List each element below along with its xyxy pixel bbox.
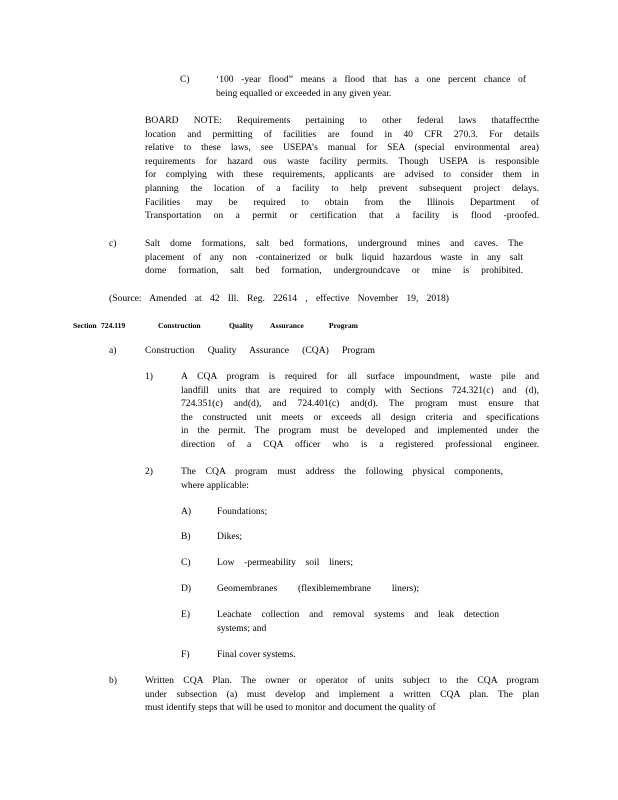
written-cqa-plan-text — [145, 674, 539, 715]
list-marker: 1) — [145, 371, 153, 382]
subsection-heading — [145, 344, 375, 358]
section-label: Section — [73, 321, 97, 330]
component-item: Final cover systems. — [217, 649, 296, 660]
text-line: BOARD NOTE: Requirements pertaining to other federal laws thataffectthe — [145, 115, 539, 126]
component-item — [217, 582, 419, 596]
list-marker: b) — [109, 675, 117, 686]
text-line: Written CQA Plan. The owner or operator of units subject to the CQA program — [145, 675, 539, 686]
text-line: Facilities may be required to obtain from the Illinois Department of — [145, 196, 539, 208]
section-title-word: Quality — [229, 321, 254, 330]
text-line: A CQA program is required for all surface impoundment, waste pile and — [181, 371, 539, 382]
text-line: direction of a CQA officer who is a registered professional engineer. — [181, 438, 539, 450]
list-marker: E) — [181, 609, 191, 620]
list-marker: A) — [181, 506, 192, 517]
text-line: landfill units that are required to comply with Sections 724.321(c) and (d), — [181, 384, 539, 396]
text-line: location and permitting of facilities are found in 40 CFR 270.3. For details — [145, 128, 539, 140]
text-line: systems; and — [217, 622, 267, 634]
list-marker: F) — [181, 649, 190, 660]
component-item — [217, 556, 353, 570]
text-line: Salt dome formations, salt bed formations, underground mines and caves. The — [145, 238, 523, 249]
section-title-word: Program — [329, 321, 358, 330]
list-marker: 2) — [145, 466, 153, 477]
list-marker: C) — [180, 74, 190, 85]
source-note — [109, 292, 449, 306]
section-title-word: Construction — [158, 321, 201, 330]
text-line: for complying with these requirements, applicants are advised to consider them in — [145, 169, 539, 181]
definition-text — [216, 73, 526, 100]
text-line: Low -permeability soil liners; — [217, 557, 353, 568]
component-item: Dikes; — [217, 531, 243, 542]
paragraph-1 — [181, 370, 539, 452]
text-line: (Source: Amended at 42 Ill. Reg. 22614 , effective November 19, 2018) — [109, 293, 449, 304]
text-line: under subsection (a) must develop and implement a written CQA plan. The plan — [145, 688, 539, 700]
list-marker: c) — [109, 238, 117, 249]
text-line: planning the location of a facility to help prevent subsequent project delays. — [145, 182, 539, 194]
text-line: Construction Quality Assurance (CQA) Program — [145, 345, 375, 356]
text-line: Geomembranes (flexiblemembrane liners); — [217, 583, 419, 594]
text-line: dome formation, salt bed formation, undergroundcave or mine is prohibited. — [145, 265, 523, 277]
text-line: the constructed unit meets or exceeds all design criteria and specifications — [181, 411, 539, 423]
section-number: 724.119 — [101, 321, 126, 330]
text-line: Transportation on a permit or certification that a facility is flood -proofed. — [145, 210, 539, 222]
text-line: being equalled or exceeded in any given year. — [216, 87, 392, 99]
text-line: must identify steps that will be used to monitor and document the quality of — [145, 702, 436, 714]
component-item — [217, 608, 499, 635]
text-line: where applicable: — [181, 479, 249, 491]
section-title-word: Assurance — [270, 321, 304, 330]
list-marker: a) — [109, 345, 117, 356]
text-line: Leachate collection and removal systems and leak detection — [217, 609, 499, 620]
text-line: ‘100 -year flood” means a flood that has a one percent chance of — [216, 74, 526, 85]
text-line: 724.351(c) and(d), and 724.401(c) and(d). The program must ensure that — [181, 398, 539, 410]
component-item: Foundations; — [217, 506, 268, 517]
text-line: in the permit. The program must be developed and implemented under the — [181, 425, 539, 437]
salt-dome-text — [145, 237, 523, 278]
text-line: The CQA program must address the following physical components, — [181, 466, 503, 477]
text-line: relative to these laws, see USEPA’s manual for SEA (special environmental area) — [145, 142, 539, 154]
text-line: placement of any non -containerized or bulk liquid hazardous waste in any salt — [145, 251, 523, 263]
list-marker: B) — [181, 531, 191, 542]
text-line: requirements for hazard ous waste facility permits. Though USEPA is responsible — [145, 155, 539, 167]
list-marker: D) — [181, 583, 192, 594]
paragraph-2 — [181, 465, 503, 492]
list-marker: C) — [181, 557, 191, 568]
board-note — [145, 114, 539, 223]
